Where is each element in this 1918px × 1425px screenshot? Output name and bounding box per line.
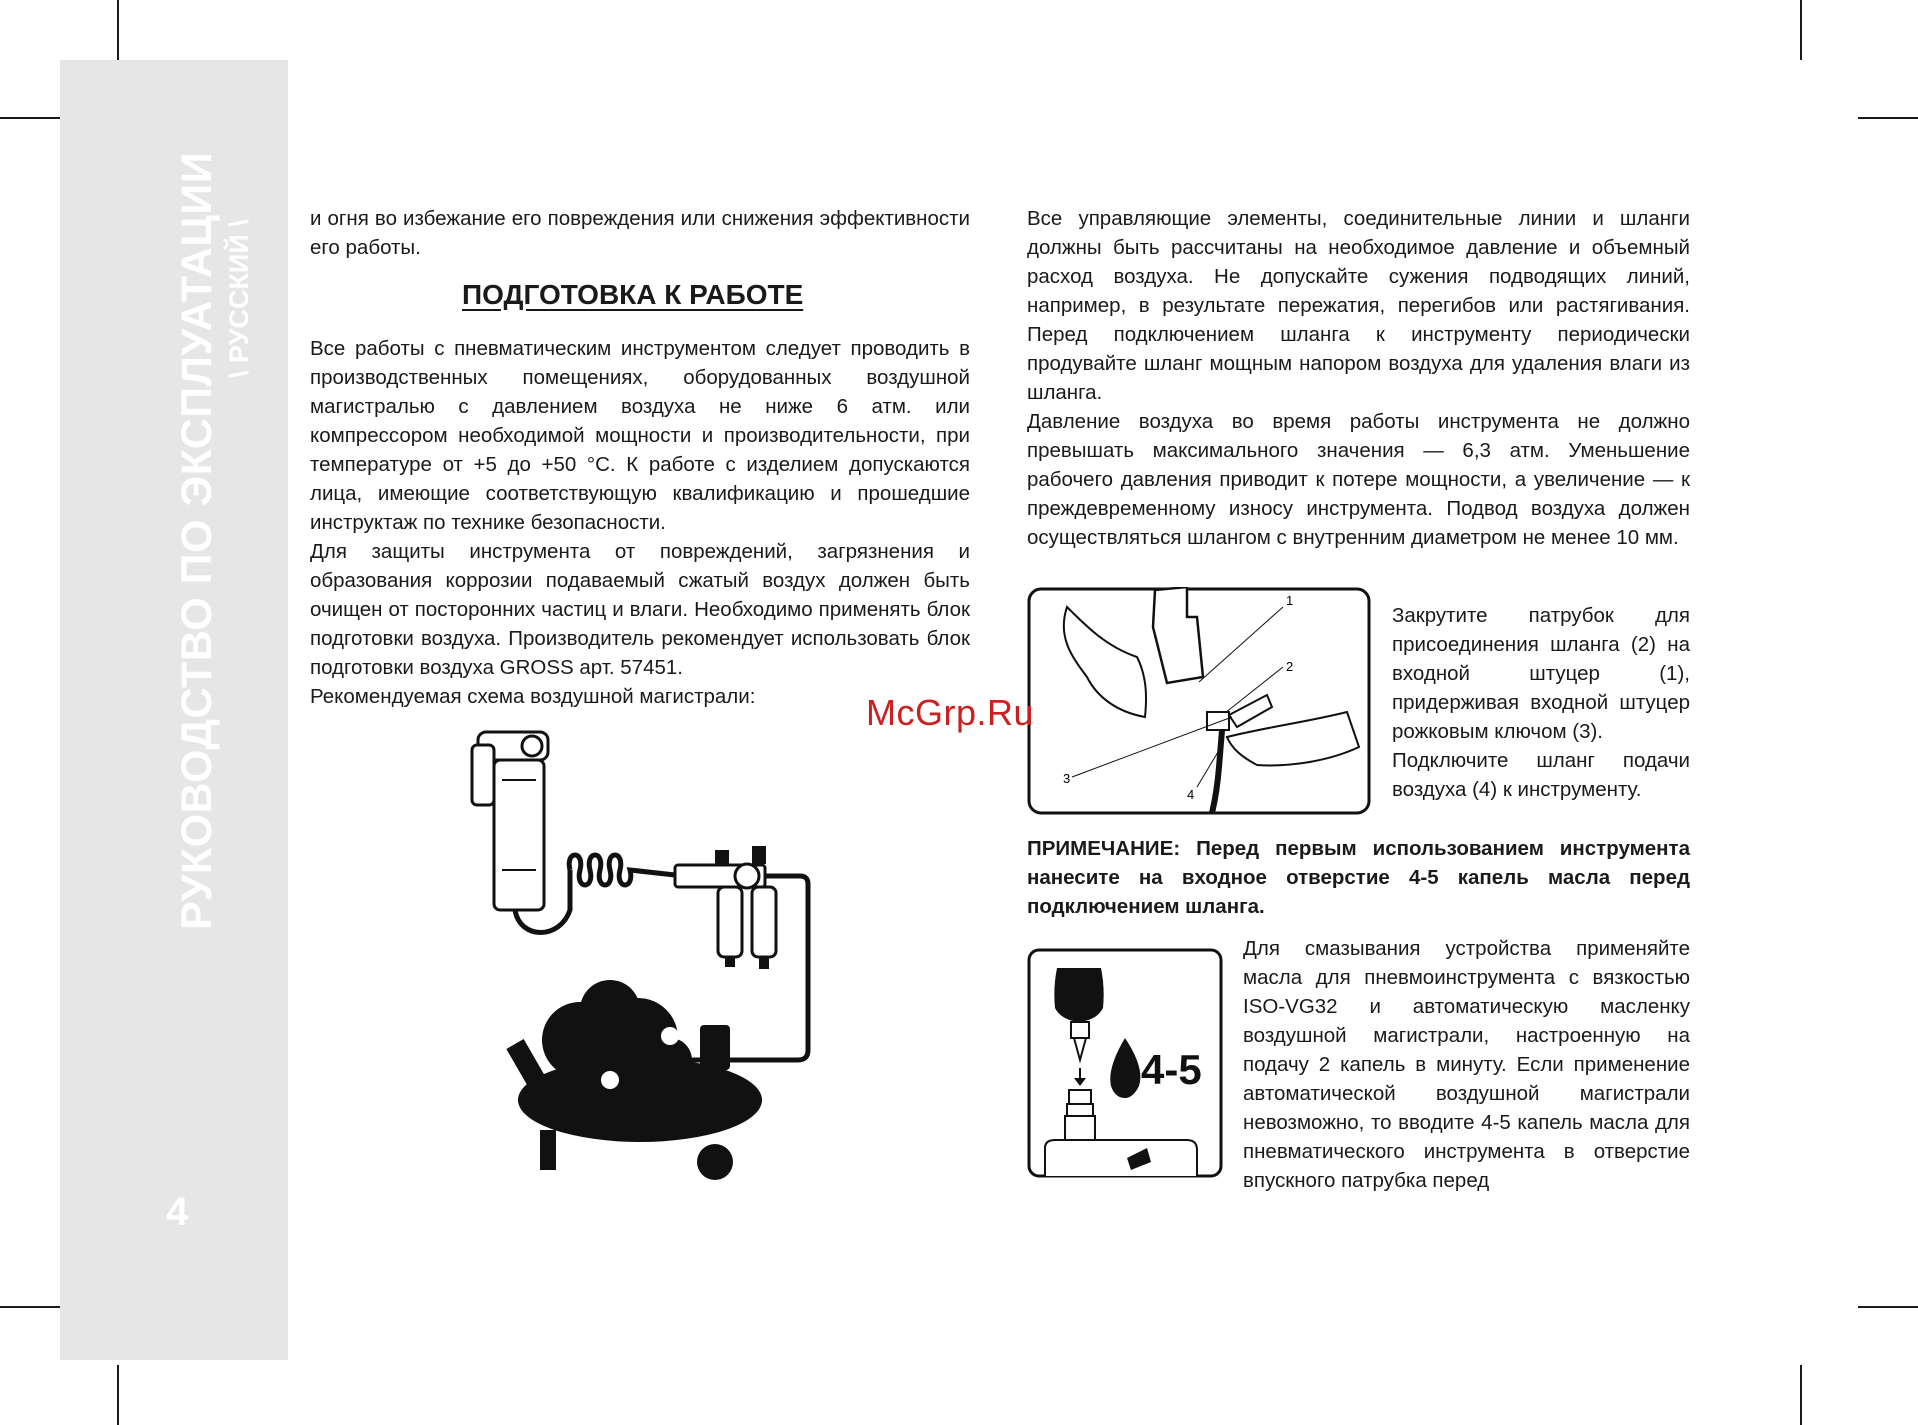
crop-mark — [1858, 117, 1918, 119]
fig1-instruction-a: Закрутите патрубок для присоединения шланга (2) на входной штуцер (1), придерживая входной штуцер рожковым ключом (3). — [1392, 604, 1690, 743]
intro-paragraph: и огня во избежание его повреждения или снижения эффективности его работы. — [310, 207, 970, 259]
crop-mark — [1800, 1365, 1802, 1425]
crop-mark — [117, 0, 119, 60]
paragraph-workplace: Все работы с пневматическим инструментом следует проводить в производственных помещениях, оборудованных воздушной магистралью с давлением воздуха не ниже 6 атм. или компрессором необходимой мощности и производительности, при температуре от +5 до +50 °С. К работе с изделием допускаются лица, имеющие соответствующую квалификацию и прошедшие инструктаж по технике безопасности. — [310, 337, 970, 534]
watermark: McGrp.Ru — [866, 692, 1035, 733]
compressor-icon — [506, 980, 762, 1180]
crop-mark — [0, 117, 60, 119]
fitting — [1207, 712, 1229, 730]
paragraph-air-preparation: Для защиты инструмента от повреждений, загрязнения и образования коррозии подаваемый сжатый воздух должен быть очищен от посторонних частиц и влаги. Необходимо применять блок подготовки воздуха. Производитель рекомендует использовать блок подготовки воздуха GROSS арт. 57451. — [310, 540, 970, 679]
crop-mark — [0, 1306, 60, 1308]
callout-1: 1 — [1286, 593, 1294, 608]
lubrication-note: ПРИМЕЧАНИЕ: Перед первым использованием инструмента нанесите на входное отверстие 4-5 капель масла перед подключением шланга. — [1027, 837, 1690, 918]
paragraph-connections: Все управляющие элементы, соединительные линии и шланги должны быть рассчитаны на необходимое давление и объемный расход воздуха. Не допускайте сужения подводящих линий, например, в результате пережатия, перегибов или растягивания. Перед подключением шланга к инструменту периодически продувайте шланг мощным напором воздуха для удаления влаги из шланга. — [1027, 207, 1690, 404]
filter-regulator-icon — [675, 846, 776, 969]
oil-drops-illustration — [1027, 948, 1223, 1178]
callout-2: 2 — [1286, 659, 1294, 674]
impact-wrench-icon — [472, 732, 548, 910]
fitting-connection-illustration — [1027, 587, 1371, 815]
sidebar-language: \ РУССКИЙ \ — [224, 219, 254, 378]
drops-count-label: 4-5 — [1141, 1046, 1202, 1093]
crop-mark — [1858, 1306, 1918, 1308]
paragraph-lubrication: Для смазывания устройства применяйте масла для пневмоинструмента с вязкостью ISO-VG32 и автоматическую масленку воздушной магистрали, настроенную на подачу 2 капель в минуту. Если применение автоматической воздушной магистрали невозможно, то вводите 4-5 капель масла для пневматического инструмента в отверстие впускного патрубка перед — [1243, 937, 1690, 1192]
callout-4: 4 — [1187, 787, 1195, 802]
paragraph-scheme-caption: Рекомендуемая схема воздушной магистрали: — [310, 685, 756, 708]
section-heading: ПОДГОТОВКА К РАБОТЕ — [462, 279, 804, 310]
paragraph-pressure: Давление воздуха во время работы инструмента не должно превышать максимального значения — 6,3 атм. Уменьшение рабочего давления приводит к потере мощности, а увеличение — к преждевременному износу инструмента. Подвод воздуха должен осуществляться шлангом с внутренним диаметром не менее 10 мм. — [1027, 410, 1690, 549]
crop-mark — [117, 1365, 119, 1425]
callout-3: 3 — [1063, 771, 1071, 786]
air-line-scheme-illustration — [460, 720, 820, 1190]
fig1-instruction-b: Подключите шланг подачи воздуха (4) к инструменту. — [1392, 749, 1690, 801]
crop-mark — [1800, 0, 1802, 60]
page-number: 4 — [166, 1190, 189, 1234]
sidebar-title: РУКОВОДСТВО ПО ЭКСПЛУАТАЦИИ — [173, 151, 221, 930]
